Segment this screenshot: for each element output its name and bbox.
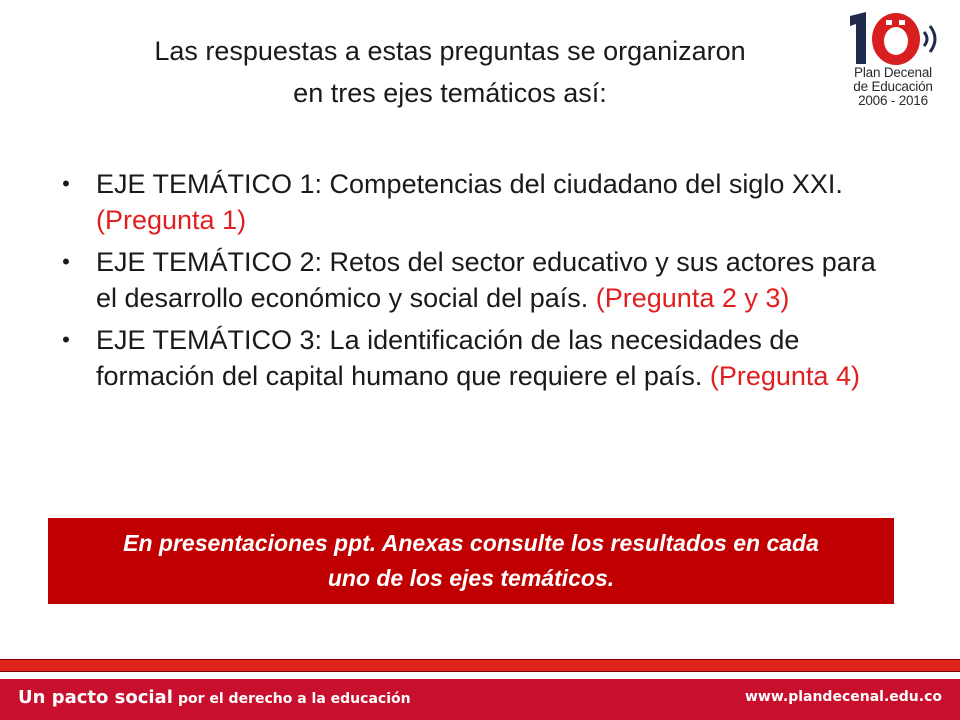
bullet-item — [56, 244, 876, 316]
question-reference: (Pregunta 2 y 3) — [595, 283, 790, 313]
footer-bar — [0, 679, 960, 720]
callout-line-2: uno de los ejes temáticos. — [327, 565, 615, 591]
bullet-item — [56, 166, 876, 238]
footer-divider-gap — [0, 672, 960, 679]
logo-caption-line-2: de Educación — [853, 79, 933, 94]
bullet-item — [56, 322, 876, 394]
bullet-text: EJE TEMÁTICO 2: Retos del sector educativo y sus actores para el desarrollo económico y social del país. — [96, 247, 876, 313]
footer-divider-stripe — [0, 659, 960, 672]
logo-caption — [836, 66, 950, 108]
logo-numeral-graphic — [836, 8, 950, 66]
title-line-2: en tres ejes temáticos así: — [293, 78, 607, 108]
tagline-sub: por el derecho a la educación — [177, 691, 411, 707]
callout-box — [48, 518, 894, 604]
logo-caption-line-3: 2006 - 2016 — [858, 93, 928, 108]
title-line-1: Las respuestas a estas preguntas se organizaron — [154, 36, 746, 66]
bullet-list — [56, 166, 876, 400]
tagline-main: Un pacto social — [18, 687, 173, 708]
bullet-text: EJE TEMÁTICO 3: La identificación de las necesidades de formación del capital humano que requiere el país. — [96, 325, 800, 391]
bullet-dot-icon: • — [62, 249, 70, 274]
logo-caption-line-1: Plan Decenal — [854, 65, 932, 80]
plan-decenal-logo — [836, 8, 950, 116]
bullet-dot-icon: • — [62, 171, 70, 196]
question-reference: (Pregunta 1) — [96, 205, 247, 235]
footer-tagline — [18, 687, 411, 708]
callout-line-1: En presentaciones ppt. Anexas consulte los resultados en cada — [123, 530, 819, 556]
footer-url: www.plandecenal.edu.co — [744, 689, 942, 705]
question-reference: (Pregunta 4) — [709, 361, 860, 391]
bullet-dot-icon: • — [62, 327, 70, 352]
bullet-text: EJE TEMÁTICO 1: Competencias del ciudadano del siglo XXI. — [96, 169, 843, 199]
slide-title — [60, 30, 840, 114]
